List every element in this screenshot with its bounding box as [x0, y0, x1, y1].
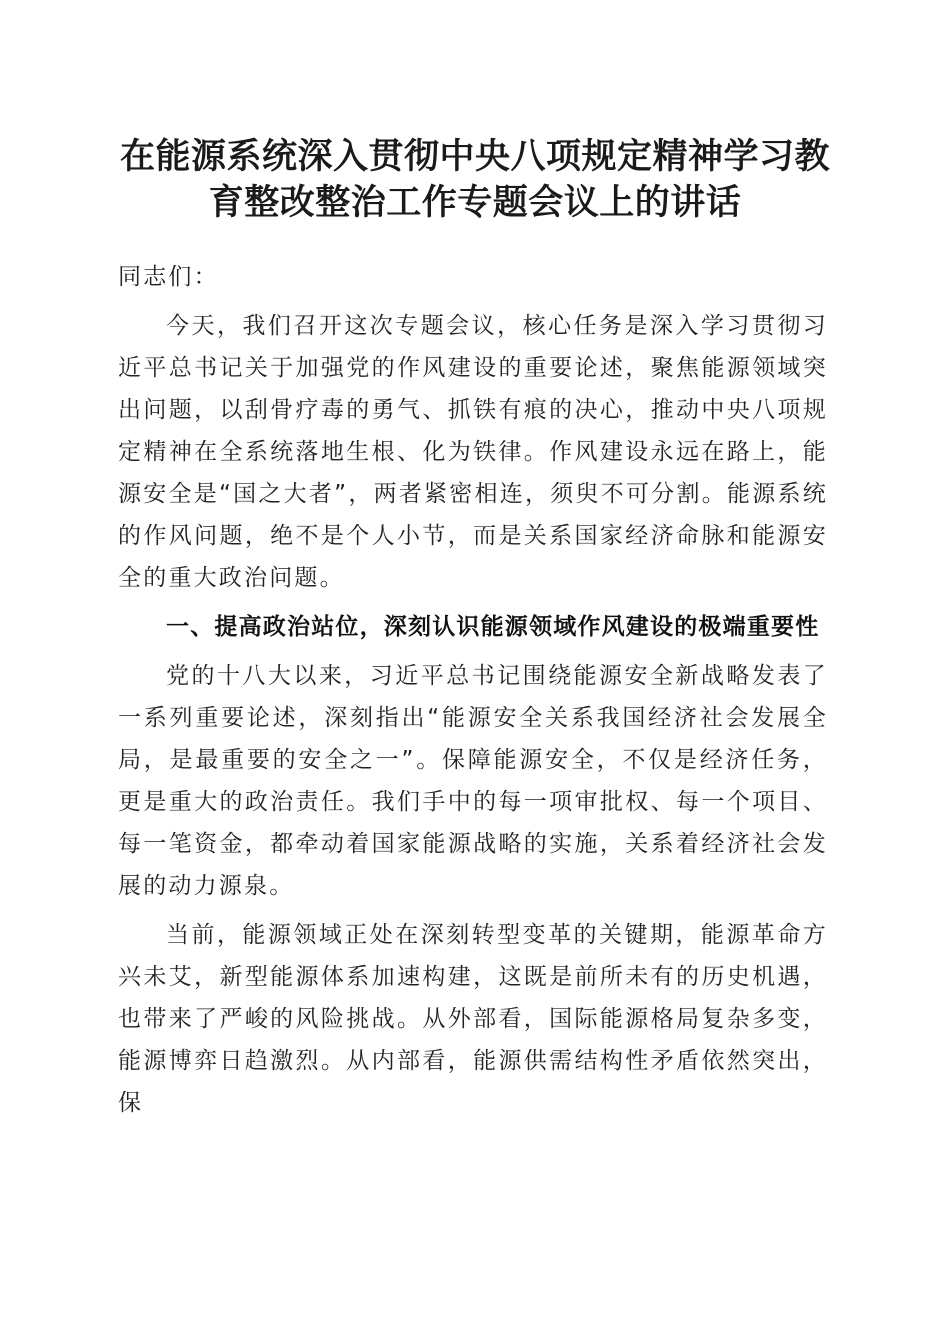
- title-line-2: 育整改整治工作专题会议上的讲话: [208, 182, 742, 223]
- paragraph-current-situation: 当前，能源领域正处在深刻转型变革的关键期，能源革命方兴未艾，新型能源体系加速构建，这既是前所未有的历史机遇，也带来了严峻的风险挑战。从外部看，国际能源格局复杂多变，能源博弈日趋激烈。从内部看，能源供需结构性矛盾依然突出，保: [118, 922, 828, 1116]
- salutation: 同志们：: [118, 264, 219, 290]
- paragraph-energy-security: 党的十八大以来，习近平总书记围绕能源安全新战略发表了一系列重要论述，深刻指出“能源安全关系我国经济社会发展全局，是最重要的安全之一”。保障能源安全，不仅是经济任务，更是重大的政治责任。我们手中的每一项审批权、每一个项目、每一笔资金，都牵动着国家能源战略的实施，关系着经济社会发展的动力源泉。: [118, 663, 828, 899]
- document-title: [110, 134, 840, 226]
- title-line-1: 在能源系统深入贯彻中央八项规定精神学习教: [119, 136, 830, 177]
- document-body: [118, 256, 828, 1131]
- paragraph-intro: 今天，我们召开这次专题会议，核心任务是深入学习贯彻习近平总书记关于加强党的作风建设的重要论述，聚焦能源领域突出问题，以刮骨疗毒的勇气、抓铁有痕的决心，推动中央八项规定精神在全系统落地生根、化为铁律。作风建设永远在路上，能源安全是“国之大者”，两者紧密相连，须臾不可分割。能源系统的作风问题，绝不是个人小节，而是关系国家经济命脉和能源安全的重大政治问题。: [118, 313, 828, 591]
- section-heading-1: 一、提高政治站位，深刻认识能源领域作风建设的极端重要性: [166, 614, 820, 640]
